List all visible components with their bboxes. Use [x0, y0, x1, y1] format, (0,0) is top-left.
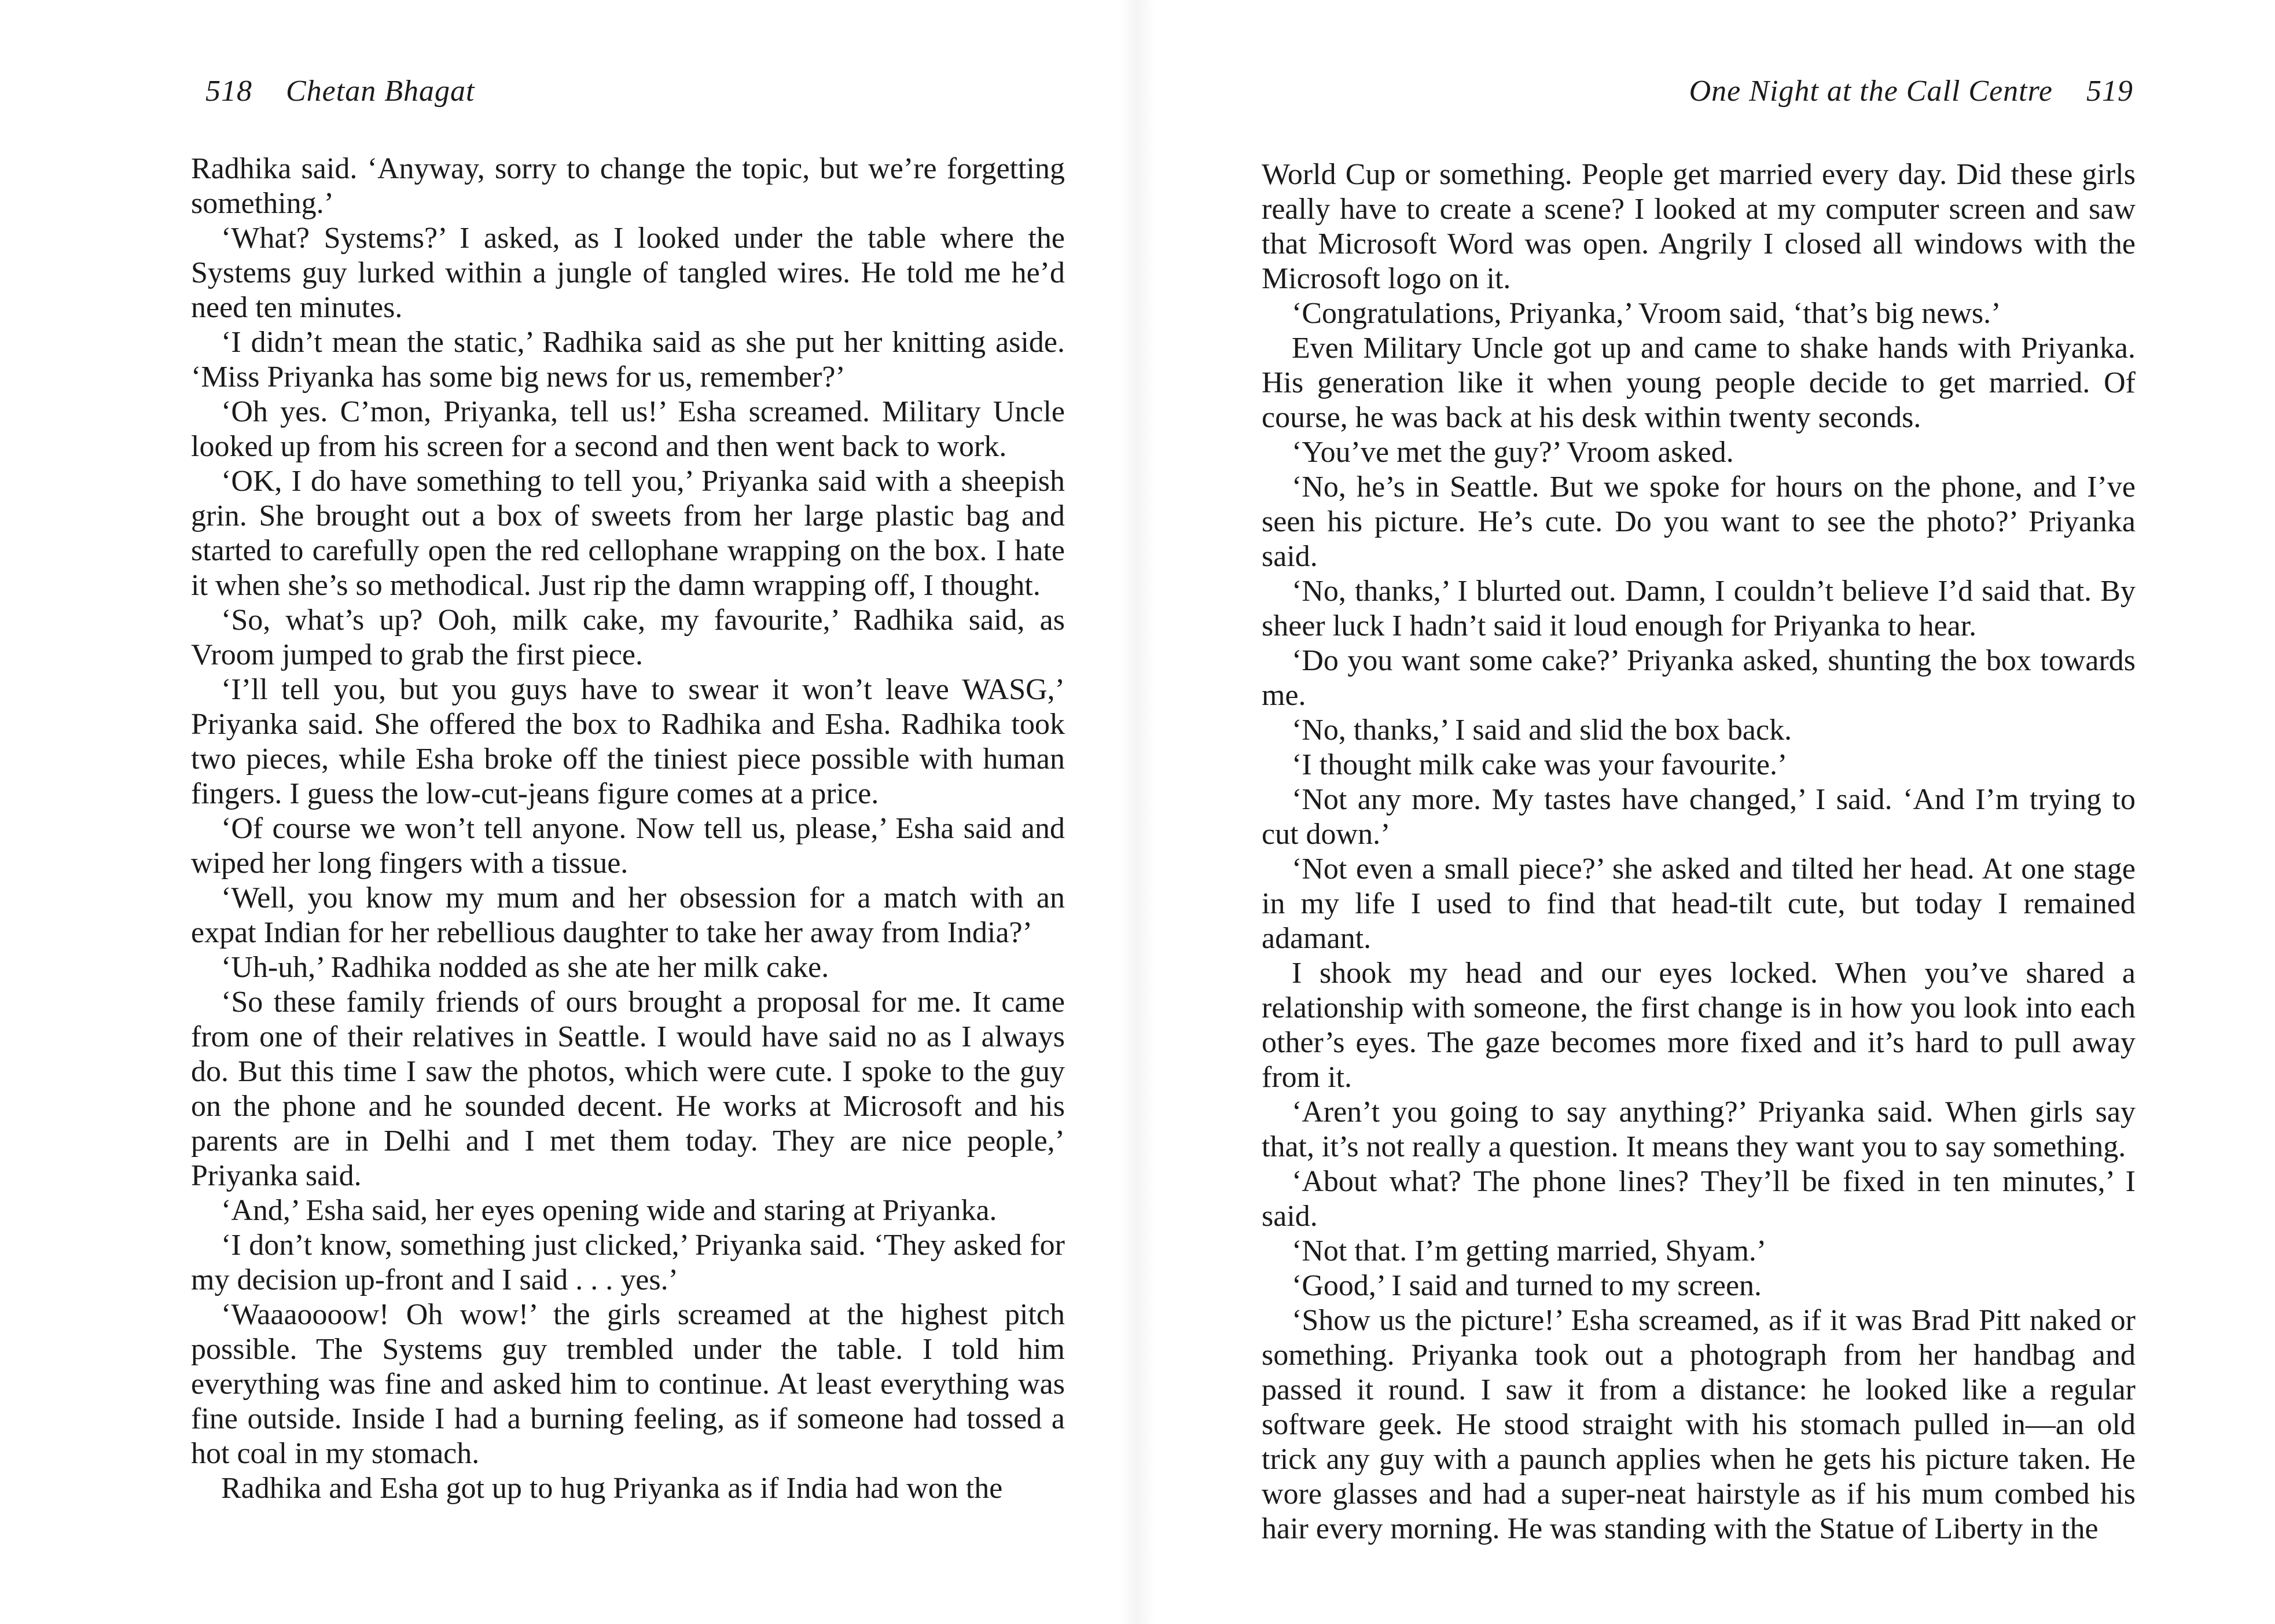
- paragraph: ‘Not that. I’m getting married, Shyam.’: [1292, 1234, 1767, 1267]
- paragraph: ‘I thought milk cake was your favourite.’: [1292, 748, 1788, 781]
- paragraph: ‘I didn’t mean the static,’ Radhika said as she put her knitting aside. ‘Miss Priyanka has some big news for us, remember?’: [191, 326, 1065, 394]
- right-page-body: [1262, 157, 2136, 1546]
- paragraph: ‘So these family friends of ours brought a proposal for me. It came from one of their relatives in Seattle. I would have said no as I always do. But this time I saw the photos, which were cute. I spoke to the guy on the phone and he sounded decent. He works at Microsoft and his parents are in Delhi and I met them today. They are nice people,’ Priyanka said.: [191, 986, 1065, 1192]
- paragraph: World Cup or something. People get married every day. Did these girls really have to create a scene? I looked at my computer screen and saw that Microsoft Word was open. Angrily I closed all windows with the Microsoft logo on it.: [1262, 158, 2136, 295]
- paragraph: ‘And,’ Esha said, her eyes opening wide and staring at Priyanka.: [221, 1194, 997, 1227]
- paragraph: ‘Uh-uh,’ Radhika nodded as she ate her milk cake.: [221, 951, 829, 984]
- paragraph: ‘Waaaoooow! Oh wow!’ the girls screamed at the highest pitch possible. The Systems guy trembled under the table. I told him everything was fine and asked him to continue. At least everything was fine outside. Inside I had a burning feeling, as if someone had tossed a hot coal in my stomach.: [191, 1298, 1065, 1470]
- paragraph: I shook my head and our eyes locked. When you’ve shared a relationship with someone, the first change is in how you look into each other’s eyes. The gaze becomes more fixed and it’s hard to pull away from it.: [1262, 957, 2136, 1094]
- paragraph: ‘What? Systems?’ I asked, as I looked under the table where the Systems guy lurked within a jungle of tangled wires. He told me he’d need ten minutes.: [191, 222, 1065, 324]
- paragraph: ‘Not any more. My tastes have changed,’ I said. ‘And I’m trying to cut down.’: [1262, 783, 2136, 851]
- paragraph: ‘Show us the picture!’ Esha screamed, as if it was Brad Pitt naked or something. Priyanka took out a photograph from her handbag and passed it round. I saw it from a distance: he looked like a regular software geek. He stood straight with his stomach pulled in—an old trick any guy with a paunch applies when he gets his picture taken. He wore glasses and had a super-neat hairstyle as if his mum combed his hair every morning. He was standing with the Statue of Liberty in the: [1262, 1304, 2136, 1545]
- left-page-body: [191, 152, 1065, 1506]
- paragraph: Radhika and Esha got up to hug Priyanka as if India had won the: [221, 1472, 1003, 1505]
- paragraph: Radhika said. ‘Anyway, sorry to change the topic, but we’re forgetting something.’: [191, 152, 1065, 220]
- right-page-number: 519: [2086, 75, 2133, 108]
- paragraph: ‘Congratulations, Priyanka,’ Vroom said, ‘that’s big news.’: [1292, 297, 2001, 330]
- paragraph: ‘Of course we won’t tell anyone. Now tell us, please,’ Esha said and wiped her long fingers with a tissue.: [191, 812, 1065, 880]
- paragraph: ‘No, he’s in Seattle. But we spoke for hours on the phone, and I’ve seen his picture. He’s cute. Do you want to see the photo?’ Priyanka said.: [1262, 471, 2136, 573]
- paragraph: ‘I don’t know, something just clicked,’ Priyanka said. ‘They asked for my decision up-front and I said . . . yes.’: [191, 1229, 1065, 1296]
- paragraph: ‘Well, you know my mum and her obsession for a match with an expat Indian for her rebellious daughter to take her away from India?’: [191, 881, 1065, 949]
- left-running-head: Chetan Bhagat: [286, 75, 475, 108]
- paragraph: ‘No, thanks,’ I said and slid the box back.: [1292, 714, 1792, 747]
- paragraph: ‘So, what’s up? Ooh, milk cake, my favourite,’ Radhika said, as Vroom jumped to grab the first piece.: [191, 604, 1065, 671]
- paragraph: ‘About what? The phone lines? They’ll be fixed in ten minutes,’ I said.: [1262, 1165, 2136, 1233]
- left-page: [0, 0, 1137, 1624]
- right-page: [1137, 0, 2275, 1624]
- right-running-header: [1689, 74, 2133, 108]
- paragraph: ‘Aren’t you going to say anything?’ Priyanka said. When girls say that, it’s not really a question. It means they want you to say something.: [1262, 1096, 2136, 1163]
- right-running-head: One Night at the Call Centre: [1689, 75, 2053, 108]
- paragraph: ‘Not even a small piece?’ she asked and tilted her head. At one stage in my life I used to find that head-tilt cute, but today I remained adamant.: [1262, 853, 2136, 955]
- paragraph: ‘No, thanks,’ I blurted out. Damn, I couldn’t believe I’d said that. By sheer luck I hadn’t said it loud enough for Priyanka to hear.: [1262, 575, 2136, 642]
- paragraph: ‘You’ve met the guy?’ Vroom asked.: [1292, 436, 1734, 469]
- left-page-number: 518: [205, 75, 252, 108]
- paragraph: ‘Do you want some cake?’ Priyanka asked, shunting the box towards me.: [1262, 644, 2136, 712]
- paragraph: ‘OK, I do have something to tell you,’ Priyanka said with a sheepish grin. She brought out a box of sweets from her large plastic bag and started to carefully open the red cellophane wrapping on the box. I hate it when she’s so methodical. Just rip the damn wrapping off, I thought.: [191, 465, 1065, 602]
- paragraph: ‘Good,’ I said and turned to my screen.: [1292, 1269, 1762, 1302]
- paragraph: ‘I’ll tell you, but you guys have to swear it won’t leave WASG,’ Priyanka said. She offered the box to Radhika and Esha. Radhika took two pieces, while Esha broke off the tiniest piece possible with human fingers. I guess the low-cut-jeans figure comes at a price.: [191, 673, 1065, 810]
- left-running-header: [205, 74, 475, 108]
- paragraph: ‘Oh yes. C’mon, Priyanka, tell us!’ Esha screamed. Military Uncle looked up from his screen for a second and then went back to work.: [191, 395, 1065, 463]
- paragraph: Even Military Uncle got up and came to shake hands with Priyanka. His generation like it when young people decide to get married. Of course, he was back at his desk within twenty seconds.: [1262, 332, 2136, 434]
